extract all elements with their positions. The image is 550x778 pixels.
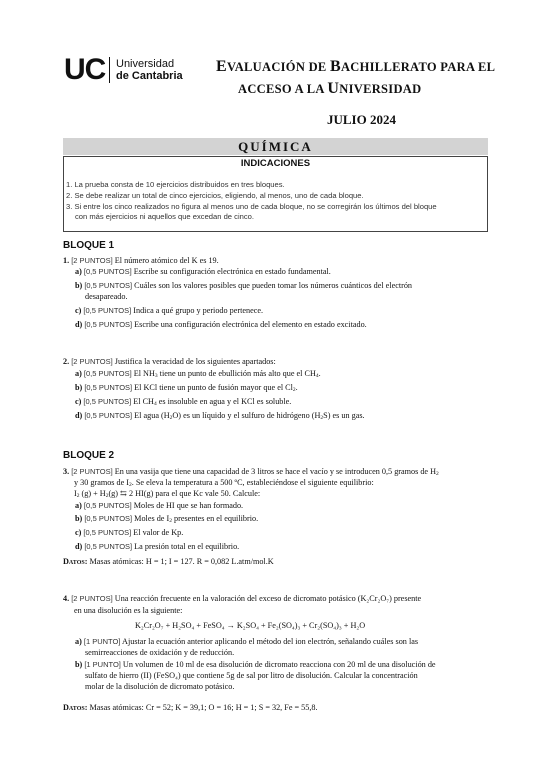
q3-item-a: a) [0,5 PUNTOS] Moles de HI que se han formado. bbox=[75, 501, 244, 510]
q3-item-c: c) [0,5 PUNTOS] El valor de Kp. bbox=[75, 528, 184, 537]
q4-item-b-cont2: molar de la disolución de dicromato potásico. bbox=[85, 682, 235, 691]
indicacion-3-cont: con más ejercicios ni aquellos que excedan de cinco. bbox=[75, 212, 254, 221]
q2-item-b: b) [0,5 PUNTOS] El KCl tiene un punto de fusión mayor que el $Cl_2$. bbox=[75, 383, 298, 393]
logo-divider bbox=[109, 57, 110, 83]
exam-title: EVALUACIÓN DE BACHILLERATO PARA EL ACCESO A LA UNIVERSIDAD bbox=[216, 58, 496, 97]
q2-item-c: c) [0,5 PUNTOS] El $CH_4$ es insoluble en agua y el KCl es soluble. bbox=[75, 397, 292, 407]
indicacion-1: 1. La prueba consta de 10 ejercicios distribuidos en tres bloques. bbox=[66, 180, 285, 189]
logo-line2: de Cantabria bbox=[116, 70, 183, 82]
q4-item-b: b) [1 PUNTO] Un volumen de 10 ml de esa disolución de dicromato reacciona con 20 ml de una disolución de bbox=[75, 660, 436, 669]
logo-text bbox=[116, 58, 183, 82]
bloque-1-title: BLOQUE 1 bbox=[63, 240, 115, 251]
question-4: 4. [2 PUNTOS] Una reacción frecuente en la valoración del exceso de dicromato potásico (K₂Cr₂O₇) presente bbox=[63, 594, 422, 603]
q1-item-b: b) [0,5 PUNTOS] Cuáles son los valores posibles que pueden tomar los números cuánticos del electrón bbox=[75, 281, 413, 290]
q4-item-a-cont: semirreacciones de oxidación y de reducción. bbox=[85, 648, 235, 657]
indicacion-3: 3. Si entre los cinco realizados no figura al menos uno de cada bloque, no se corregirán los últimos del bloque bbox=[66, 202, 437, 211]
q1-item-a: a) [0,5 PUNTOS] Escribe su configuración electrónica en estado fundamental. bbox=[75, 267, 331, 276]
question-4-line2: en una disolución es la siguiente: bbox=[74, 606, 183, 615]
q1-item-c: c) [0,5 PUNTOS] Indica a qué grupo y periodo pertenece. bbox=[75, 306, 264, 315]
question-2: 2. [2 PUNTOS] Justifica la veracidad de los siguientes apartados: bbox=[63, 357, 276, 366]
bloque-2-title: BLOQUE 2 bbox=[63, 450, 115, 461]
q1-item-d: d) [0,5 PUNTOS] Escribe una configuración electrónica del elemento en estado excitado. bbox=[75, 320, 367, 329]
exam-date: JULIO 2024 bbox=[327, 112, 396, 127]
q3-item-d: d) [0,5 PUNTOS] La presión total en el equilibrio. bbox=[75, 542, 240, 551]
indicacion-2: 2. Se debe realizar un total de cinco ejercicios, eligiendo, al menos, uno de cada bloque. bbox=[66, 191, 364, 200]
q2-item-a: a) [0,5 PUNTOS] El $NH_3$ tiene un punto de ebullición más alto que el $CH_4$. bbox=[75, 369, 321, 379]
question-3-equilibrium: $I_2$ $(g) + H_2(g)$ ⇆ 2 HI(g) para el que Kc vale 50. Calcule: bbox=[74, 489, 261, 499]
logo-line1: Universidad bbox=[116, 58, 175, 70]
question-3: 3. [2 PUNTOS] En una vasija que tiene una capacidad de 3 litros se hace el vacío y se introducen 0,5 gramos de $H_2$ bbox=[63, 467, 439, 477]
q1-item-b-cont: desapareado. bbox=[85, 292, 128, 301]
indicaciones-title: INDICACIONES bbox=[240, 158, 311, 169]
q4-item-b-cont: sulfato de hierro (II) (FeSO₄) que contiene 5g de sal por litro de disolución. Calcular la concentración bbox=[85, 671, 418, 680]
q3-datos: Datos: Masas atómicas: H = 1; I = 127. R = 0,082 L.atm/mol.K bbox=[63, 557, 274, 566]
q4-item-a: a) [1 PUNTO] Ajustar la ecuación anterior aplicando el método del ion electrón, señalando cuáles son las bbox=[75, 637, 419, 646]
q4-equation: K₂Cr₂O₇ + H₂SO₄ + FeSO₄ → K₂SO₄ + Fe₂(SO₄)₃ + Cr₂(SO₄)₃ + H₂O bbox=[135, 621, 366, 630]
q4-datos: Datos: Masas atómicas: Cr = 52; K = 39,1; O = 16; H = 1; S = 32, Fe = 55,8. bbox=[63, 703, 318, 712]
equilibrium-arrow: ⇆ bbox=[120, 489, 127, 498]
q3-item-b: b) [0,5 PUNTOS] Moles de $I_2$ presentes en el equilibrio. bbox=[75, 514, 259, 524]
subject-title: QUÍMICA bbox=[238, 139, 313, 154]
logo-mark: UC bbox=[64, 53, 106, 86]
question-1: 1. [2 PUNTOS] El número atómico del K es 19. bbox=[63, 256, 219, 265]
q2-item-d: d) [0,5 PUNTOS] El agua $(H_2O)$ es un líquido y el sulfuro de hidrógeno $(H_2S)$ es un gas. bbox=[75, 411, 365, 421]
question-3-line2: y 30 gramos de $I_2$. Se eleva la temperatura a 500 ºC, estableciéndose el siguiente equilibrio: bbox=[74, 478, 374, 488]
